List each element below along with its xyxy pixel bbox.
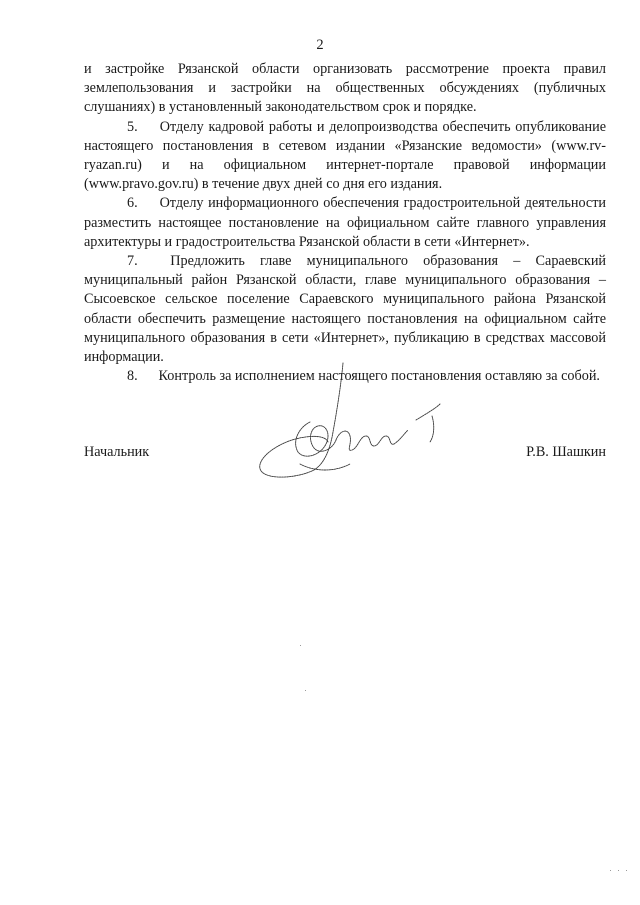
paragraph-text: Контроль за исполнением настоящего постановления оставляю за собой. bbox=[158, 368, 600, 385]
paragraph-6 bbox=[84, 194, 606, 252]
handwritten-signature bbox=[240, 360, 450, 490]
paragraph-number: 7. bbox=[127, 253, 138, 270]
page-number: 2 bbox=[316, 37, 324, 53]
paragraph-number: 6. bbox=[127, 195, 138, 212]
signer-position: Начальник bbox=[84, 444, 150, 460]
paragraph-5 bbox=[84, 118, 606, 195]
paragraph-text: Отделу кадровой работы и делопроизводства обеспечить опубликование настоящего постановления в сетевом издании «Рязанские ведомости» (www.rv-ryazan.ru) и на официальном интернет-портале правовой информации (www.pravo.gov.ru) в течение двух дней со дня его издания. bbox=[84, 118, 606, 193]
paragraph-number: 5. bbox=[127, 118, 138, 135]
paragraph-text: Отделу информационного обеспечения градостроительной деятельности разместить настоящее постановление на официальном сайте главного управления архитектуры и градостроительства Рязанской области в сети «Интернет». bbox=[84, 195, 607, 250]
paragraph-text: Предложить главе муниципального образования – Сараевский муниципальный район Рязанской области, главе муниципального образования – Сысоевское сельское поселение Сараевского муниципального района Рязанской области обеспечить размещение настоящего постановления на официальном сайте муниципального образования в сети «Интернет», публикацию в средствах массовой информации. bbox=[84, 253, 606, 366]
paragraph-continuation bbox=[84, 60, 606, 118]
paragraph-number: 8. bbox=[127, 368, 138, 385]
paragraph-7 bbox=[84, 252, 606, 367]
scan-artifact bbox=[300, 645, 301, 646]
paragraph-text: и застройке Рязанской области организовать рассмотрение проекта правил землепользования и застройки на общественных обсуждениях (публичных слушаниях) в установленный законодательством срок и порядке. bbox=[84, 61, 606, 116]
scan-artifact bbox=[618, 870, 619, 871]
scan-artifact bbox=[610, 870, 611, 871]
signer-name: Р.В. Шашкин bbox=[526, 444, 606, 460]
scan-artifact bbox=[626, 870, 627, 871]
scan-artifact bbox=[305, 690, 306, 691]
document-body bbox=[84, 60, 606, 386]
signature-block bbox=[84, 444, 606, 466]
